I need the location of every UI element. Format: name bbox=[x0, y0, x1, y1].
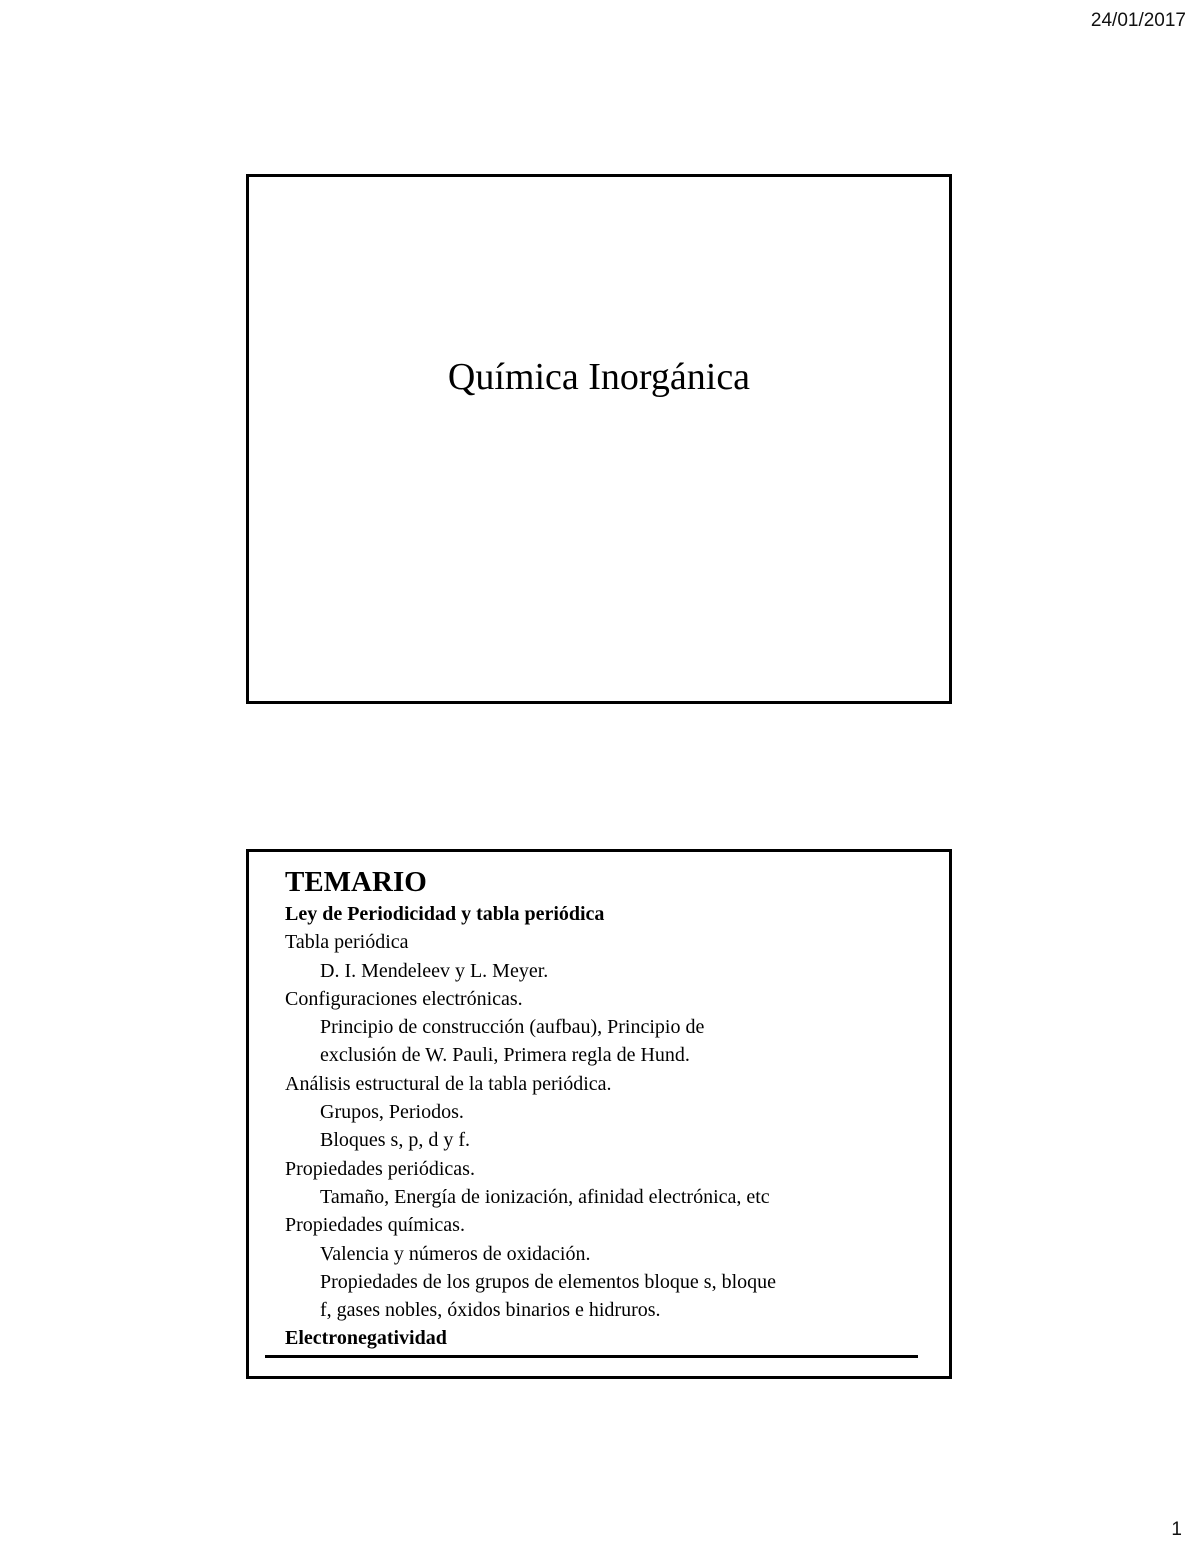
syllabus-subitem: Principio de construcción (aufbau), Principio de bbox=[320, 1016, 705, 1039]
slide-title: Química Inorgánica bbox=[447, 356, 751, 398]
syllabus-slide bbox=[246, 849, 952, 1379]
syllabus-subitem: Bloques s, p, d y f. bbox=[320, 1129, 470, 1152]
syllabus-subitem: Propiedades de los grupos de elementos bloque s, bloque bbox=[320, 1270, 777, 1293]
syllabus-subitem: D. I. Mendeleev y L. Meyer. bbox=[320, 959, 549, 982]
syllabus-topic: Ley de Periodicidad y tabla periódica bbox=[285, 903, 605, 925]
syllabus-subitem: Tamaño, Energía de ionización, afinidad electrónica, etc bbox=[320, 1185, 770, 1208]
syllabus-heading: TEMARIO bbox=[285, 866, 427, 898]
syllabus-subitem: Valencia y números de oxidación. bbox=[320, 1242, 591, 1265]
syllabus-item: Análisis estructural de la tabla periódica. bbox=[285, 1072, 612, 1095]
syllabus-item: Tabla periódica bbox=[285, 931, 409, 954]
page-date: 24/01/2017 bbox=[1090, 10, 1186, 31]
syllabus-item: Propiedades periódicas. bbox=[285, 1157, 475, 1180]
syllabus-subitem: Grupos, Periodos. bbox=[320, 1101, 464, 1124]
syllabus-content bbox=[285, 864, 929, 1353]
title-slide bbox=[246, 174, 952, 704]
syllabus-subitem: exclusión de W. Pauli, Primera regla de Hund. bbox=[320, 1044, 690, 1067]
syllabus-item: Propiedades químicas. bbox=[285, 1214, 465, 1237]
syllabus-subitem: f, gases nobles, óxidos binarios e hidruros. bbox=[320, 1299, 661, 1322]
page-number: 1 bbox=[1171, 1519, 1182, 1540]
slide-divider bbox=[265, 1355, 918, 1358]
syllabus-item: Configuraciones electrónicas. bbox=[285, 987, 523, 1010]
syllabus-topic: Electronegatividad bbox=[285, 1327, 447, 1350]
